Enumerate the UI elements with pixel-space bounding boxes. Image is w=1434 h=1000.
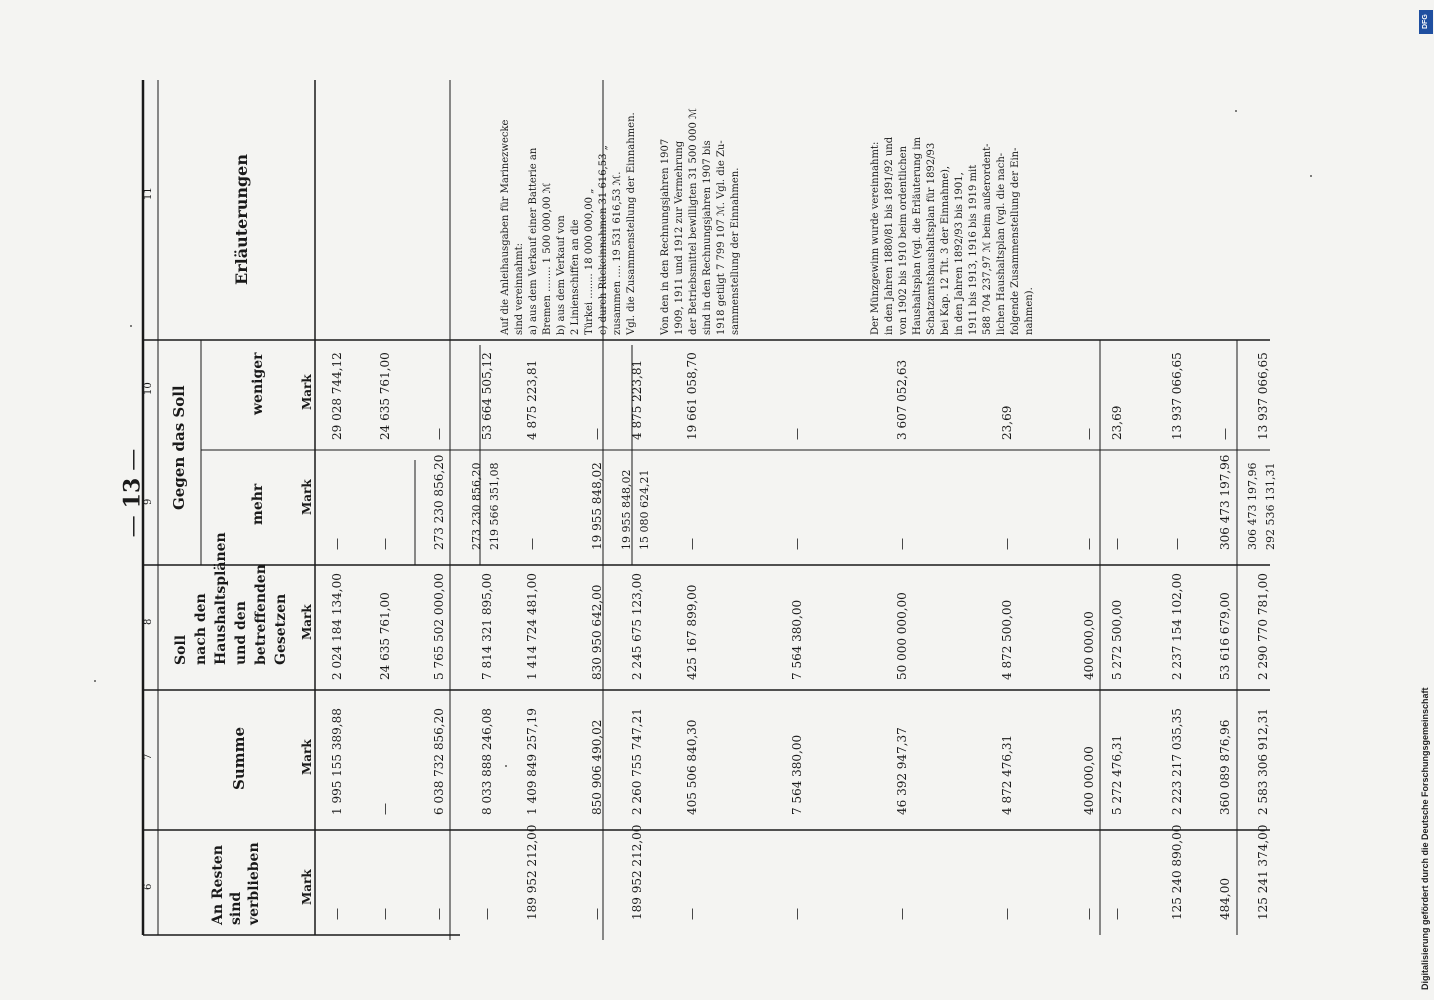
table-cell-c9: — bbox=[1000, 538, 1014, 550]
note-marine: Auf die Anleihausgaben für Marinezwecke bbox=[500, 119, 511, 335]
table-cell-c7: 2 223 217 035,35 bbox=[1170, 708, 1184, 815]
table-cell-c7: 8 033 888 246,08 bbox=[480, 708, 494, 815]
table-cell-c7: 2 583 306 912,31 bbox=[1256, 708, 1270, 815]
note-muenz: in den Jahren 1880/81 bis 1891/92 und bbox=[884, 136, 895, 335]
table-cell-c6: — bbox=[790, 908, 804, 920]
note-marine: Türkei ........ 18 000 000,00 „ bbox=[584, 188, 595, 335]
table-cell-c6: — bbox=[1110, 908, 1124, 920]
table-cell-c8: 4 872 500,00 bbox=[1000, 599, 1014, 680]
table-cell-c10: 24 635 761,00 bbox=[378, 352, 392, 440]
table-cell-c6: — bbox=[330, 908, 344, 920]
unit-label: Mark bbox=[300, 869, 314, 905]
dfg-logo-icon: DFG bbox=[1419, 10, 1433, 34]
table-cell-c7: 7 564 380,00 bbox=[790, 734, 804, 815]
table-cell-c9: 306 473 197,96 bbox=[1218, 454, 1232, 550]
table-cell-c9b: 292 536 131,31 bbox=[1264, 462, 1277, 550]
table-cell-c8: 1 414 724 481,00 bbox=[525, 573, 539, 680]
col8-header: nach den bbox=[193, 593, 209, 665]
table-cell-c7: 6 038 732 856,20 bbox=[432, 708, 446, 815]
table-cell-c9: — bbox=[1082, 538, 1096, 550]
table-cell-c8: 50 000 000,00 bbox=[895, 592, 909, 680]
table-cell-c7: 1 409 849 257,19 bbox=[525, 708, 539, 815]
col8-header: Haushaltsplänen bbox=[213, 532, 229, 665]
note-marine: Bremen ........ 1 500 000,00 ℳ bbox=[542, 182, 553, 335]
table-cell-c6: — bbox=[895, 908, 909, 920]
col8-header: Soll bbox=[173, 634, 189, 665]
note-muenz: 1911 bis 1913, 1916 bis 1919 mit bbox=[968, 164, 979, 335]
table-cell-c9: — bbox=[895, 538, 909, 550]
unit-label: Mark bbox=[300, 479, 314, 515]
table-cell-c10: — bbox=[790, 428, 804, 440]
table-cell-c7: 400 000,00 bbox=[1082, 746, 1096, 815]
table-cell-c6: 484,00 bbox=[1218, 878, 1232, 920]
table-cell-c8: 2 024 184 134,00 bbox=[330, 573, 344, 680]
table-cell-c9b: 219 566 351,08 bbox=[488, 462, 501, 550]
column-number: 9 bbox=[143, 498, 154, 505]
table-cell-c6: 189 952 212,00 bbox=[525, 824, 539, 920]
note-marine: Vgl. die Zusammenstellung der Einnahmen. bbox=[626, 112, 637, 335]
table-cell-c8: 425 167 899,00 bbox=[685, 584, 699, 680]
table-cell-c6: — bbox=[685, 908, 699, 920]
note-betrieb: 1909, 1911 und 1912 zur Vermehrung bbox=[674, 140, 685, 335]
col6-header: An Resten bbox=[210, 845, 226, 925]
table-cell-c8: 2 237 154 102,00 bbox=[1170, 573, 1184, 680]
table-cell-c7: 1 995 155 389,88 bbox=[330, 708, 344, 815]
col6-header: sind bbox=[228, 891, 244, 925]
col7-header: Summe bbox=[230, 726, 248, 790]
table-cell-c9: — bbox=[1170, 538, 1184, 550]
unit-label: Mark bbox=[300, 374, 314, 410]
table-cell-c6: — bbox=[480, 908, 494, 920]
note-muenz: in den Jahren 1892/93 bis 1901, bbox=[954, 172, 965, 335]
table-cell-c10: 23,69 bbox=[1110, 405, 1124, 440]
table-cell-c8: 7 814 321 895,00 bbox=[480, 573, 494, 680]
digitization-note: Digitalisierung gefördert durch die Deutsche Forschungsgemeinschaft bbox=[1420, 687, 1430, 990]
col10-header: weniger bbox=[250, 352, 266, 415]
table-cell-c8: 400 000,00 bbox=[1082, 611, 1096, 680]
table-cell-c10: 23,69 bbox=[1000, 405, 1014, 440]
table-cell-c9a: 306 473 197,96 bbox=[1246, 462, 1259, 550]
note-betrieb: Von den in den Rechnungsjahren 1907 bbox=[660, 138, 671, 335]
note-muenz: Der Münzgewinn wurde vereinnahmt: bbox=[870, 141, 881, 335]
col8-header: betreffenden bbox=[253, 564, 269, 665]
table-cell-c9a: 19 955 848,02 bbox=[620, 469, 633, 550]
table-cell-c9: — bbox=[525, 538, 539, 550]
table-cell-c6: — bbox=[1082, 908, 1096, 920]
table-cell-c6: — bbox=[432, 908, 446, 920]
table-cell-c7: — bbox=[378, 803, 392, 815]
table-cell-c6: — bbox=[1000, 908, 1014, 920]
col9-header: mehr bbox=[250, 483, 266, 525]
note-marine: zusammen .... 19 531 616,53 ℳ. bbox=[612, 171, 623, 335]
table-cell-c10: — bbox=[1082, 428, 1096, 440]
table-cell-c7: 850 906 490,02 bbox=[590, 719, 604, 815]
table-cell-c10: 4 875 223,81 bbox=[630, 359, 644, 440]
table-cell-c10: 53 664 505,12 bbox=[480, 352, 494, 440]
note-muenz: 588 704 237,97 ℳ beim außerordent- bbox=[982, 143, 993, 335]
col8-header: und den bbox=[233, 601, 249, 665]
column-number: 8 bbox=[143, 618, 154, 625]
table-cell-c10: — bbox=[1218, 428, 1232, 440]
table-cell-c8: 830 950 642,00 bbox=[590, 584, 604, 680]
table-cell-c7: 4 872 476,31 bbox=[1000, 734, 1014, 815]
table-cell-c7: 2 260 755 747,21 bbox=[630, 708, 644, 815]
table-cell-c6: — bbox=[590, 908, 604, 920]
gegen-das-soll-header: Gegen das Soll bbox=[170, 385, 188, 510]
note-muenz: von 1902 bis 1910 beim ordentlichen bbox=[898, 145, 909, 335]
table-cell-c10: 29 028 744,12 bbox=[330, 352, 344, 440]
table-cell-c8: 5 765 502 000,00 bbox=[432, 573, 446, 680]
unit-label: Mark bbox=[300, 604, 314, 640]
table-cell-c6: — bbox=[378, 908, 392, 920]
note-marine: sind vereinnahmt: bbox=[514, 243, 525, 335]
table-cell-c6: 189 952 212,00 bbox=[630, 824, 644, 920]
table-cell-c10: — bbox=[590, 428, 604, 440]
page-number: — 13 — bbox=[119, 448, 146, 538]
table-cell-c6: 125 241 374,00 bbox=[1256, 824, 1270, 920]
table-cell-c8: 53 616 679,00 bbox=[1218, 592, 1232, 680]
table-cell-c8: 5 272 500,00 bbox=[1110, 599, 1124, 680]
note-muenz: bei Kap. 12 Tit. 3 der Einnahme), bbox=[940, 165, 951, 335]
table-cell-c6: 125 240 890,00 bbox=[1170, 824, 1184, 920]
table-cell-c10: 3 607 052,63 bbox=[895, 359, 909, 440]
table-cell-c8: 7 564 380,00 bbox=[790, 599, 804, 680]
column-number: 7 bbox=[143, 753, 154, 760]
note-muenz: folgende Zusammenstellung der Ein- bbox=[1010, 147, 1021, 335]
note-marine: 2 Linienschiffen an die bbox=[570, 219, 581, 335]
note-betrieb: der Betriebsmittel bewilligten 31 500 000 ℳ bbox=[688, 108, 699, 335]
col6-header: verblieben bbox=[246, 842, 262, 925]
note-muenz: lichen Haushaltsplan (vgl. die nach- bbox=[996, 152, 1007, 335]
table-cell-c9: — bbox=[685, 538, 699, 550]
note-betrieb: sind in den Rechnungsjahren 1907 bis bbox=[702, 140, 713, 335]
table-cell-c10: 4 875 223,81 bbox=[525, 359, 539, 440]
table-cell-c10: — bbox=[432, 428, 446, 440]
note-muenz: nahmen). bbox=[1024, 287, 1035, 335]
column-number: 11 bbox=[143, 187, 154, 200]
note-betrieb: 1918 getilgt 7 799 107 ℳ. Vgl. die Zu- bbox=[716, 140, 727, 335]
col8-header: Gesetzen bbox=[273, 593, 289, 665]
table-cell-c9b: 15 080 624,21 bbox=[638, 469, 651, 550]
table-cell-c9: 273 230 856,20 bbox=[432, 454, 446, 550]
table-cell-c8: 2 290 770 781,00 bbox=[1256, 573, 1270, 680]
table-cell-c9a: 273 230 856,20 bbox=[470, 462, 483, 550]
col11-header: Erläuterungen bbox=[232, 154, 251, 285]
table-cell-c7: 405 506 840,30 bbox=[685, 719, 699, 815]
column-number: 6 bbox=[143, 883, 154, 890]
note-marine: c) durch Rückeinnahmen 31 616,53 „ bbox=[598, 145, 609, 335]
unit-label: Mark bbox=[300, 739, 314, 775]
note-betrieb: sammenstellung der Einnahmen. bbox=[730, 167, 741, 335]
note-muenz: Haushaltsplan (vgl. die Erläuterung im bbox=[912, 137, 923, 335]
table-cell-c10: 13 937 066,65 bbox=[1256, 352, 1270, 440]
note-muenz: Schatzamtshaushaltsplan für 1892/93 bbox=[926, 142, 937, 335]
table-cell-c7: 5 272 476,31 bbox=[1110, 734, 1124, 815]
table-cell-c9: 19 955 848,02 bbox=[590, 462, 604, 550]
table-cell-c7: 360 089 876,96 bbox=[1218, 719, 1232, 815]
note-marine: a) aus dem Verkauf einer Batterie an bbox=[528, 147, 539, 335]
table-cell-c9: — bbox=[1110, 538, 1124, 550]
table-cell-c10: 13 937 066,65 bbox=[1170, 352, 1184, 440]
table-cell-c8: 24 635 761,00 bbox=[378, 592, 392, 680]
table-cell-c9: — bbox=[378, 538, 392, 550]
table-cell-c10: 19 661 058,70 bbox=[685, 352, 699, 440]
table-cell-c9: — bbox=[790, 538, 804, 550]
table-cell-c9: — bbox=[330, 538, 344, 550]
table-cell-c8: 2 245 675 123,00 bbox=[630, 573, 644, 680]
column-number: 10 bbox=[143, 382, 154, 395]
table-cell-c7: 46 392 947,37 bbox=[895, 727, 909, 815]
note-marine: b) aus dem Verkauf von bbox=[556, 215, 567, 335]
